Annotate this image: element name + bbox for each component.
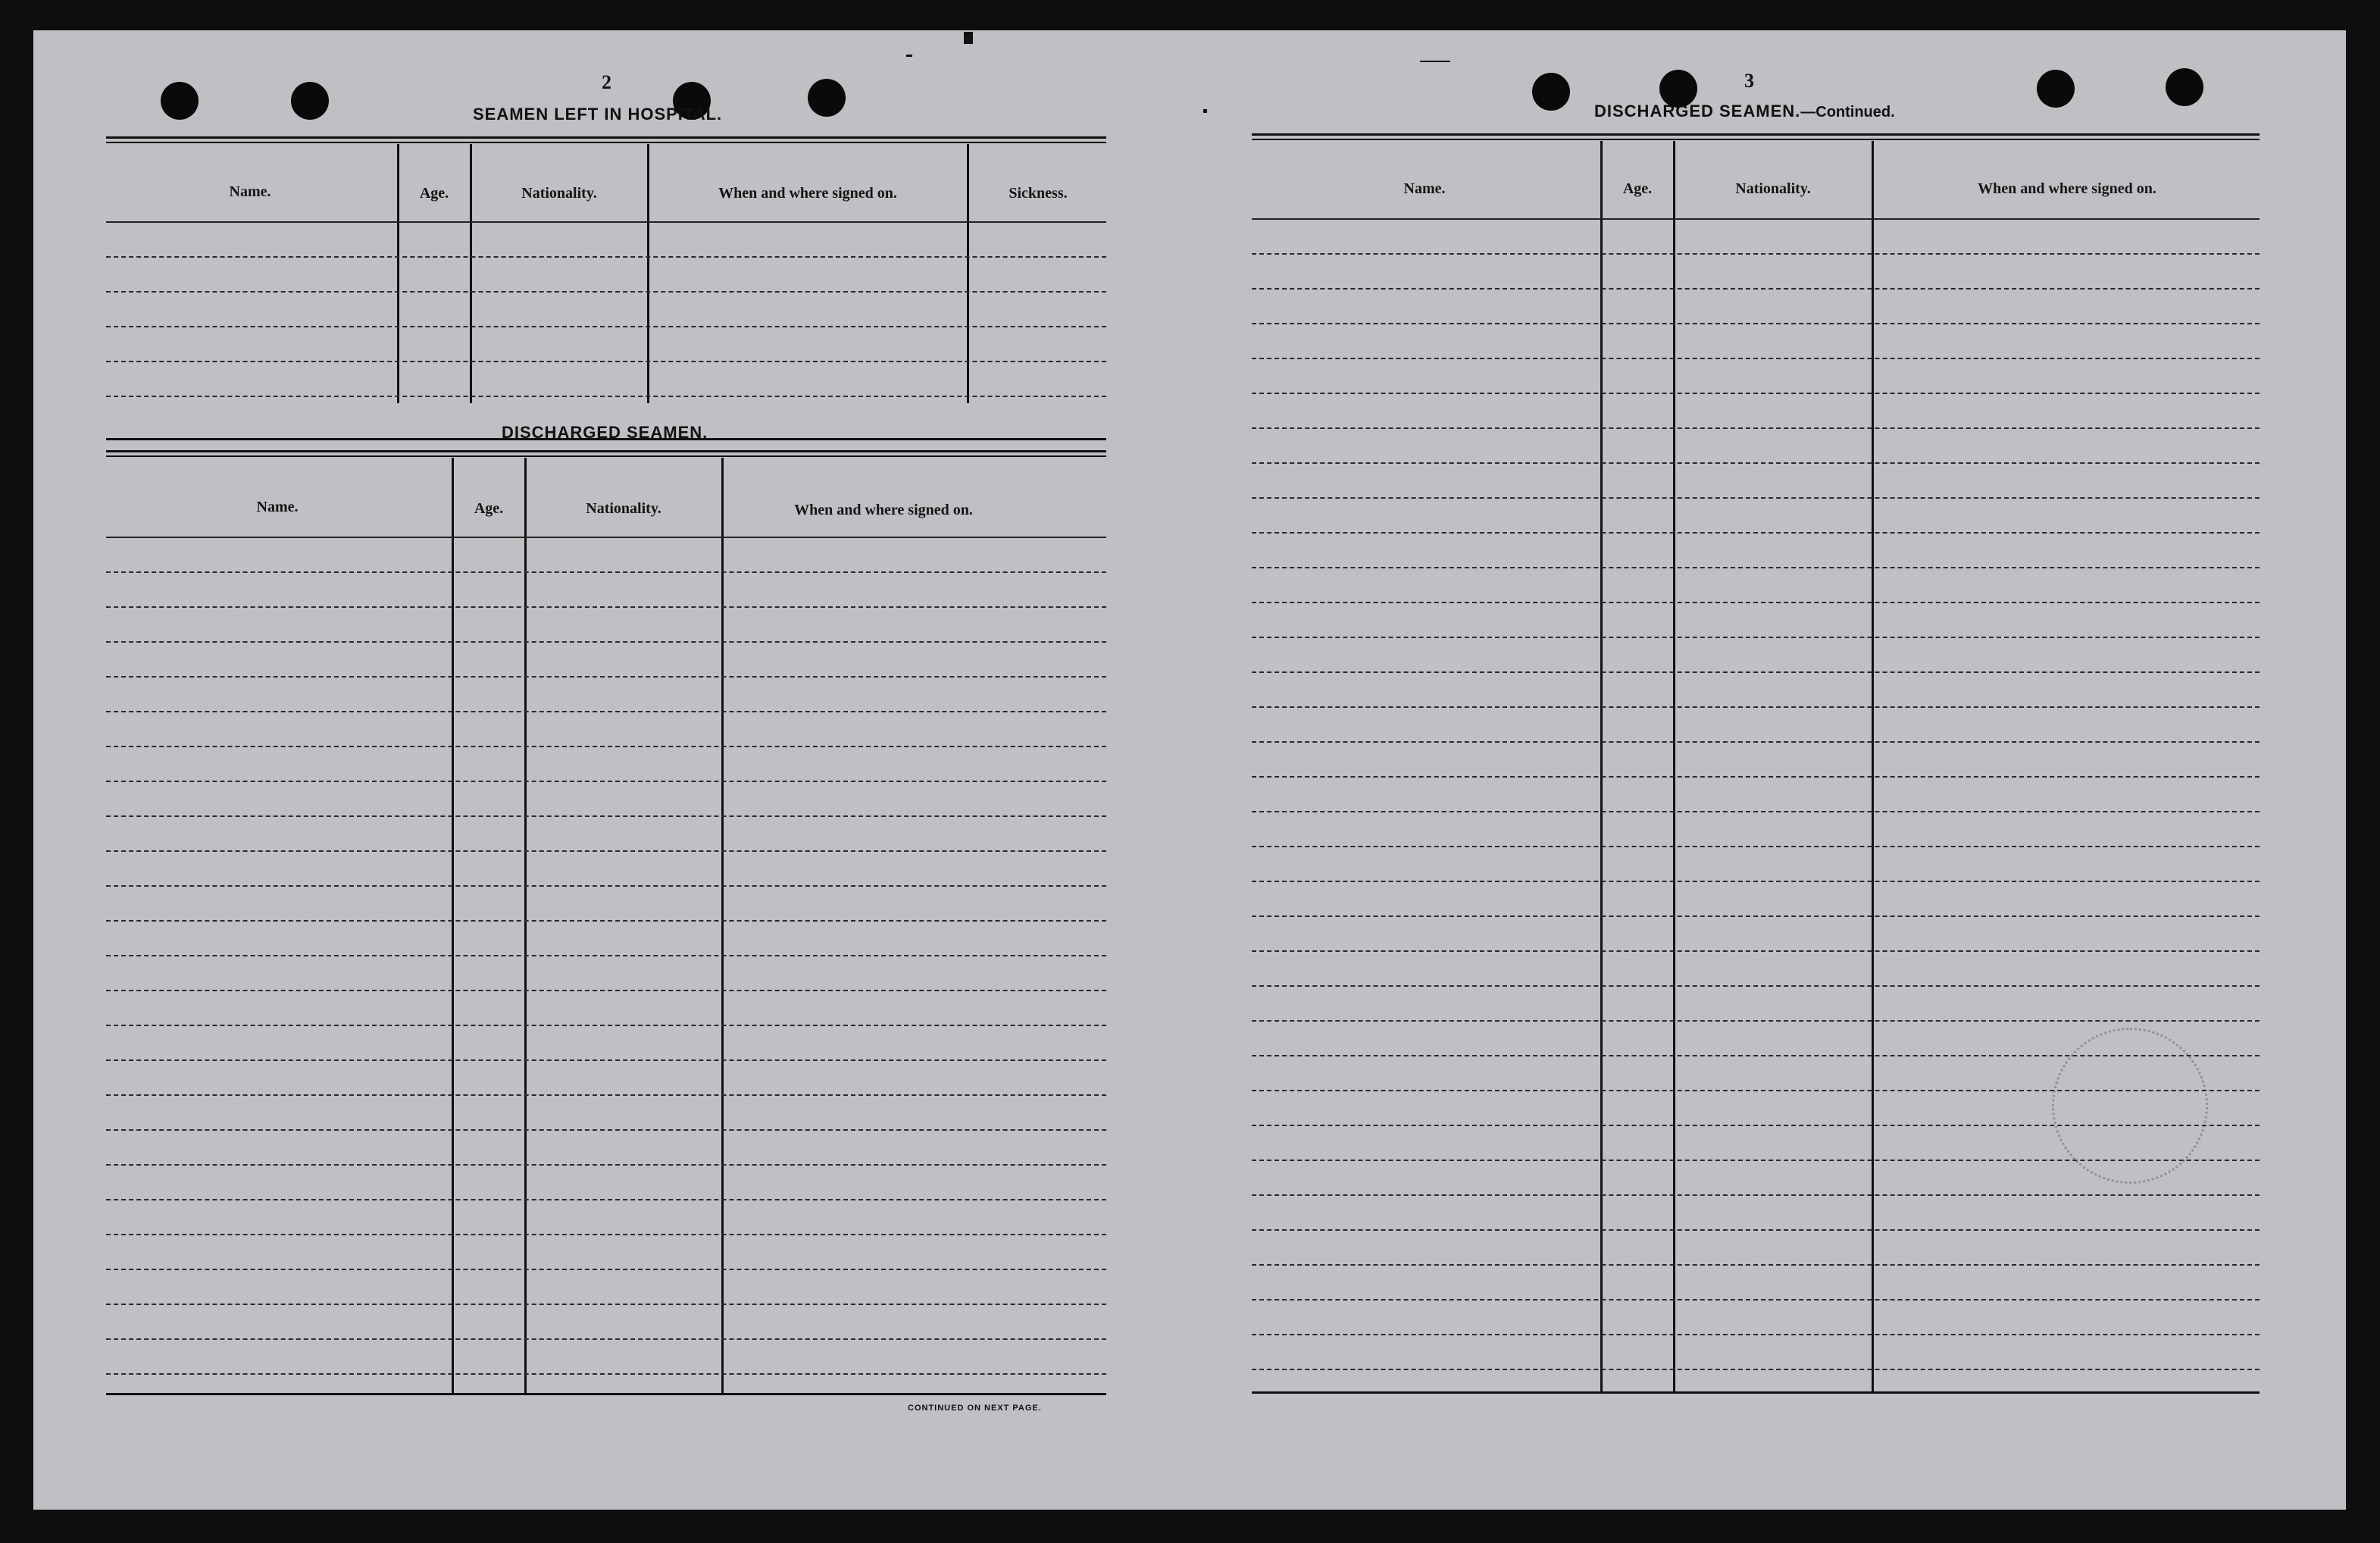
- table-row: [106, 1094, 1106, 1096]
- table-row: [106, 990, 1106, 991]
- table-row: [106, 920, 1106, 922]
- table-row: [1252, 1194, 2260, 1196]
- table-row: [1252, 776, 2260, 778]
- table-row: [1252, 253, 2260, 255]
- table-row: [106, 641, 1106, 643]
- hospital-table: [106, 136, 1106, 447]
- table-row: [106, 606, 1106, 608]
- table-row: [1252, 881, 2260, 882]
- column-header-age: Age.: [419, 185, 449, 202]
- table-row: [1252, 288, 2260, 290]
- column-header-signed-on: When and where signed on.: [718, 185, 897, 202]
- column-header-nationality: Nationality.: [521, 185, 597, 202]
- table-row: [1252, 811, 2260, 812]
- column-header-sickness: Sickness.: [1009, 185, 1068, 202]
- column-header-nationality: Nationality.: [586, 500, 661, 517]
- table-row: [1252, 602, 2260, 603]
- table-row: [106, 815, 1106, 817]
- scan-speck: [964, 32, 973, 44]
- table-row: [106, 256, 1106, 258]
- table-row: [1252, 1264, 2260, 1266]
- table-row: [106, 781, 1106, 782]
- table-row: [1252, 1369, 2260, 1370]
- page-number: 3: [1744, 70, 1754, 92]
- table-row: [106, 396, 1106, 397]
- discharged-table: [106, 450, 1106, 1435]
- table-row: [1252, 985, 2260, 987]
- table-row: [106, 1129, 1106, 1131]
- table-row: [1252, 915, 2260, 917]
- table-row: [106, 1269, 1106, 1270]
- table-row: [1252, 741, 2260, 743]
- table-row: [1252, 1020, 2260, 1022]
- hospital-section-title: SEAMEN LEFT IN HOSPITAL.: [473, 105, 723, 124]
- table-row: [1252, 706, 2260, 708]
- column-header-age: Age.: [1622, 180, 1653, 197]
- table-row: [1252, 567, 2260, 568]
- table-row: [106, 326, 1106, 327]
- column-header-signed-on: When and where signed on.: [1978, 180, 2156, 197]
- column-header-signed-on: When and where signed on.: [794, 502, 973, 518]
- table-row: [106, 1373, 1106, 1375]
- column-header-name: Name.: [256, 499, 299, 515]
- table-row: [1252, 950, 2260, 952]
- table-row: [106, 676, 1106, 678]
- table-row: [106, 1025, 1106, 1026]
- table-row: [106, 746, 1106, 747]
- table-row: [106, 1234, 1106, 1235]
- faint-stamp-mark: [2052, 1028, 2208, 1184]
- punch-hole: [2166, 68, 2203, 106]
- table-row: [106, 571, 1106, 573]
- discharged-continued-title: [1594, 102, 1895, 121]
- table-row: [1252, 671, 2260, 673]
- punch-hole: [161, 82, 199, 120]
- table-row: [1252, 1334, 2260, 1335]
- page-number: 2: [602, 71, 611, 93]
- table-row: [106, 850, 1106, 852]
- table-row: [106, 291, 1106, 293]
- column-header-name: Name.: [1403, 180, 1446, 197]
- table-row: [106, 1304, 1106, 1305]
- table-row: [1252, 323, 2260, 324]
- continued-suffix: —Continued.: [1800, 104, 1895, 120]
- table-row: [1252, 358, 2260, 359]
- scan-speck: [1420, 61, 1450, 62]
- table-row: [106, 1338, 1106, 1340]
- punch-hole: [1532, 73, 1570, 111]
- discharged-continued-table: [1252, 133, 2260, 1437]
- table-row: [106, 361, 1106, 362]
- punch-hole: [291, 82, 329, 120]
- table-row: [106, 1164, 1106, 1166]
- table-row: [1252, 427, 2260, 429]
- table-row: [106, 885, 1106, 887]
- discharged-title-text: DISCHARGED SEAMEN.: [1594, 102, 1801, 120]
- table-row: [1252, 462, 2260, 464]
- column-header-age: Age.: [474, 500, 504, 517]
- table-row: [1252, 497, 2260, 499]
- discharged-section-title: DISCHARGED SEAMEN.: [502, 423, 708, 442]
- column-header-name: Name.: [229, 183, 271, 200]
- punch-hole: [2037, 70, 2075, 108]
- column-header-nationality: Nationality.: [1735, 180, 1811, 197]
- table-row: [1252, 532, 2260, 534]
- document-sheet: [33, 30, 2346, 1510]
- scan-speck: [906, 55, 912, 57]
- scan-speck: [1203, 109, 1207, 113]
- punch-hole: [808, 79, 846, 117]
- table-row: [106, 1059, 1106, 1061]
- table-row: [1252, 393, 2260, 394]
- table-row: [1252, 846, 2260, 847]
- table-row: [1252, 1299, 2260, 1300]
- table-row: [106, 1199, 1106, 1200]
- table-row: [1252, 637, 2260, 638]
- table-row: [106, 955, 1106, 956]
- continued-footer: CONTINUED ON NEXT PAGE.: [908, 1404, 1042, 1413]
- table-row: [1252, 1229, 2260, 1231]
- table-row: [106, 711, 1106, 712]
